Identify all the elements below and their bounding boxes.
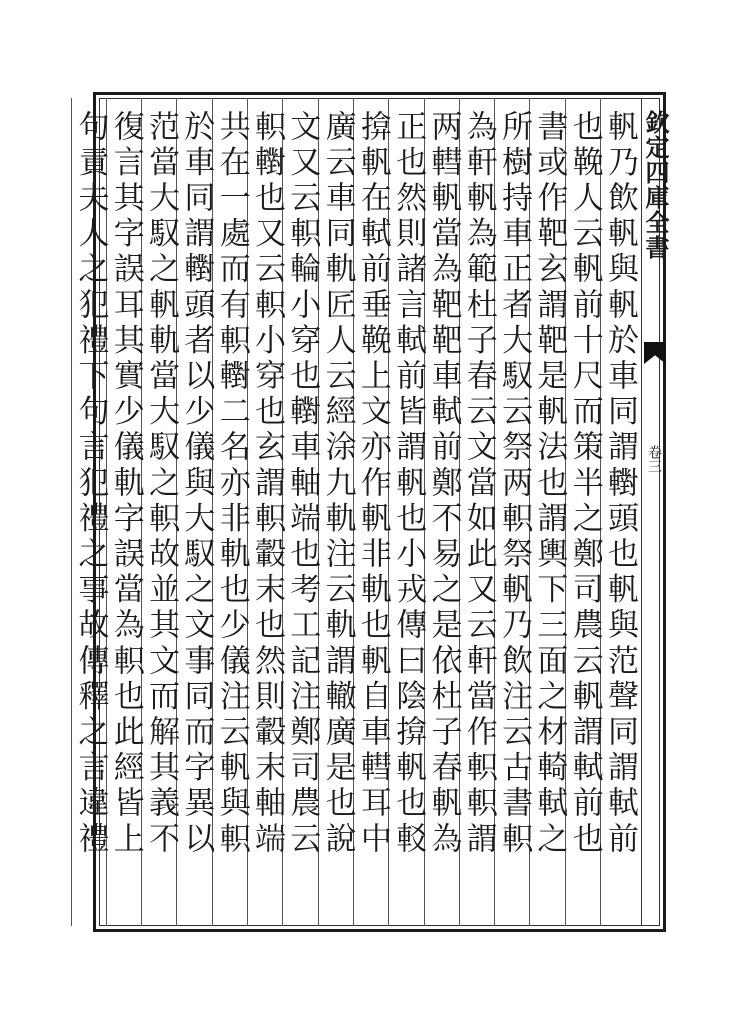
text-column: 軹轛也又云軹小穿也玄謂軹轂末也然則轂末軸端 xyxy=(249,110,285,858)
text-column: 復言其字誤耳其實少儀軌字誤當為軹也此經皆上 xyxy=(107,110,144,858)
text-column: 共在一處而有軹轛二名亦非軌也少儀注云軓與軹 xyxy=(213,110,250,858)
text-column: 廣云車同軌匠人云經涂九軌注云軌謂轍廣是也說 xyxy=(319,110,356,858)
text-column: 正也然則諸言軾前皆謂軓也小戎傳曰陰揜軓也䡈 xyxy=(390,110,427,858)
collection-title: 欽定四庫全書 xyxy=(641,110,670,260)
text-column: 為軒軓為範杜子春云文當如此又云軒當作軹軹謂 xyxy=(460,110,497,858)
text-column: 所樹持車正者大馭云祭两軹祭軓乃飲注云古書軹 xyxy=(496,110,533,858)
volume-label: 卷三 xyxy=(646,445,662,473)
text-column: 軓乃飲軓與軓於車同謂轛頭也軓與范聲同謂軾前 xyxy=(602,110,638,858)
text-column: 也鞔人云軓前十尺而策半之鄭司農云軓謂軾前也 xyxy=(566,110,603,858)
column-rule xyxy=(71,98,72,926)
text-column: 范當大馭之軓軌當大馭之軹故並其文而解其義不 xyxy=(143,110,180,858)
text-column: 文又云軹輪小穿也轛車軸端也考工記注鄭司農云 xyxy=(284,110,321,858)
text-column: 於車同謂轛頭者以少儀與大馭之文事同而字異以 xyxy=(178,110,215,858)
text-column: 揜軓在軾前垂鞔上文亦作軓非軌也軓自車轊耳中 xyxy=(354,110,391,858)
text-column: 句責夫人之犯禮下句言犯禮之事故傳釋之言違禮 xyxy=(72,110,109,858)
text-column: 書或作靶玄謂靶是軓法也謂輿下三面之材輢軾之 xyxy=(531,110,568,858)
text-column: 两轊軓當為靶靶車軾前鄭不易之是依杜子春軓為 xyxy=(425,110,462,858)
